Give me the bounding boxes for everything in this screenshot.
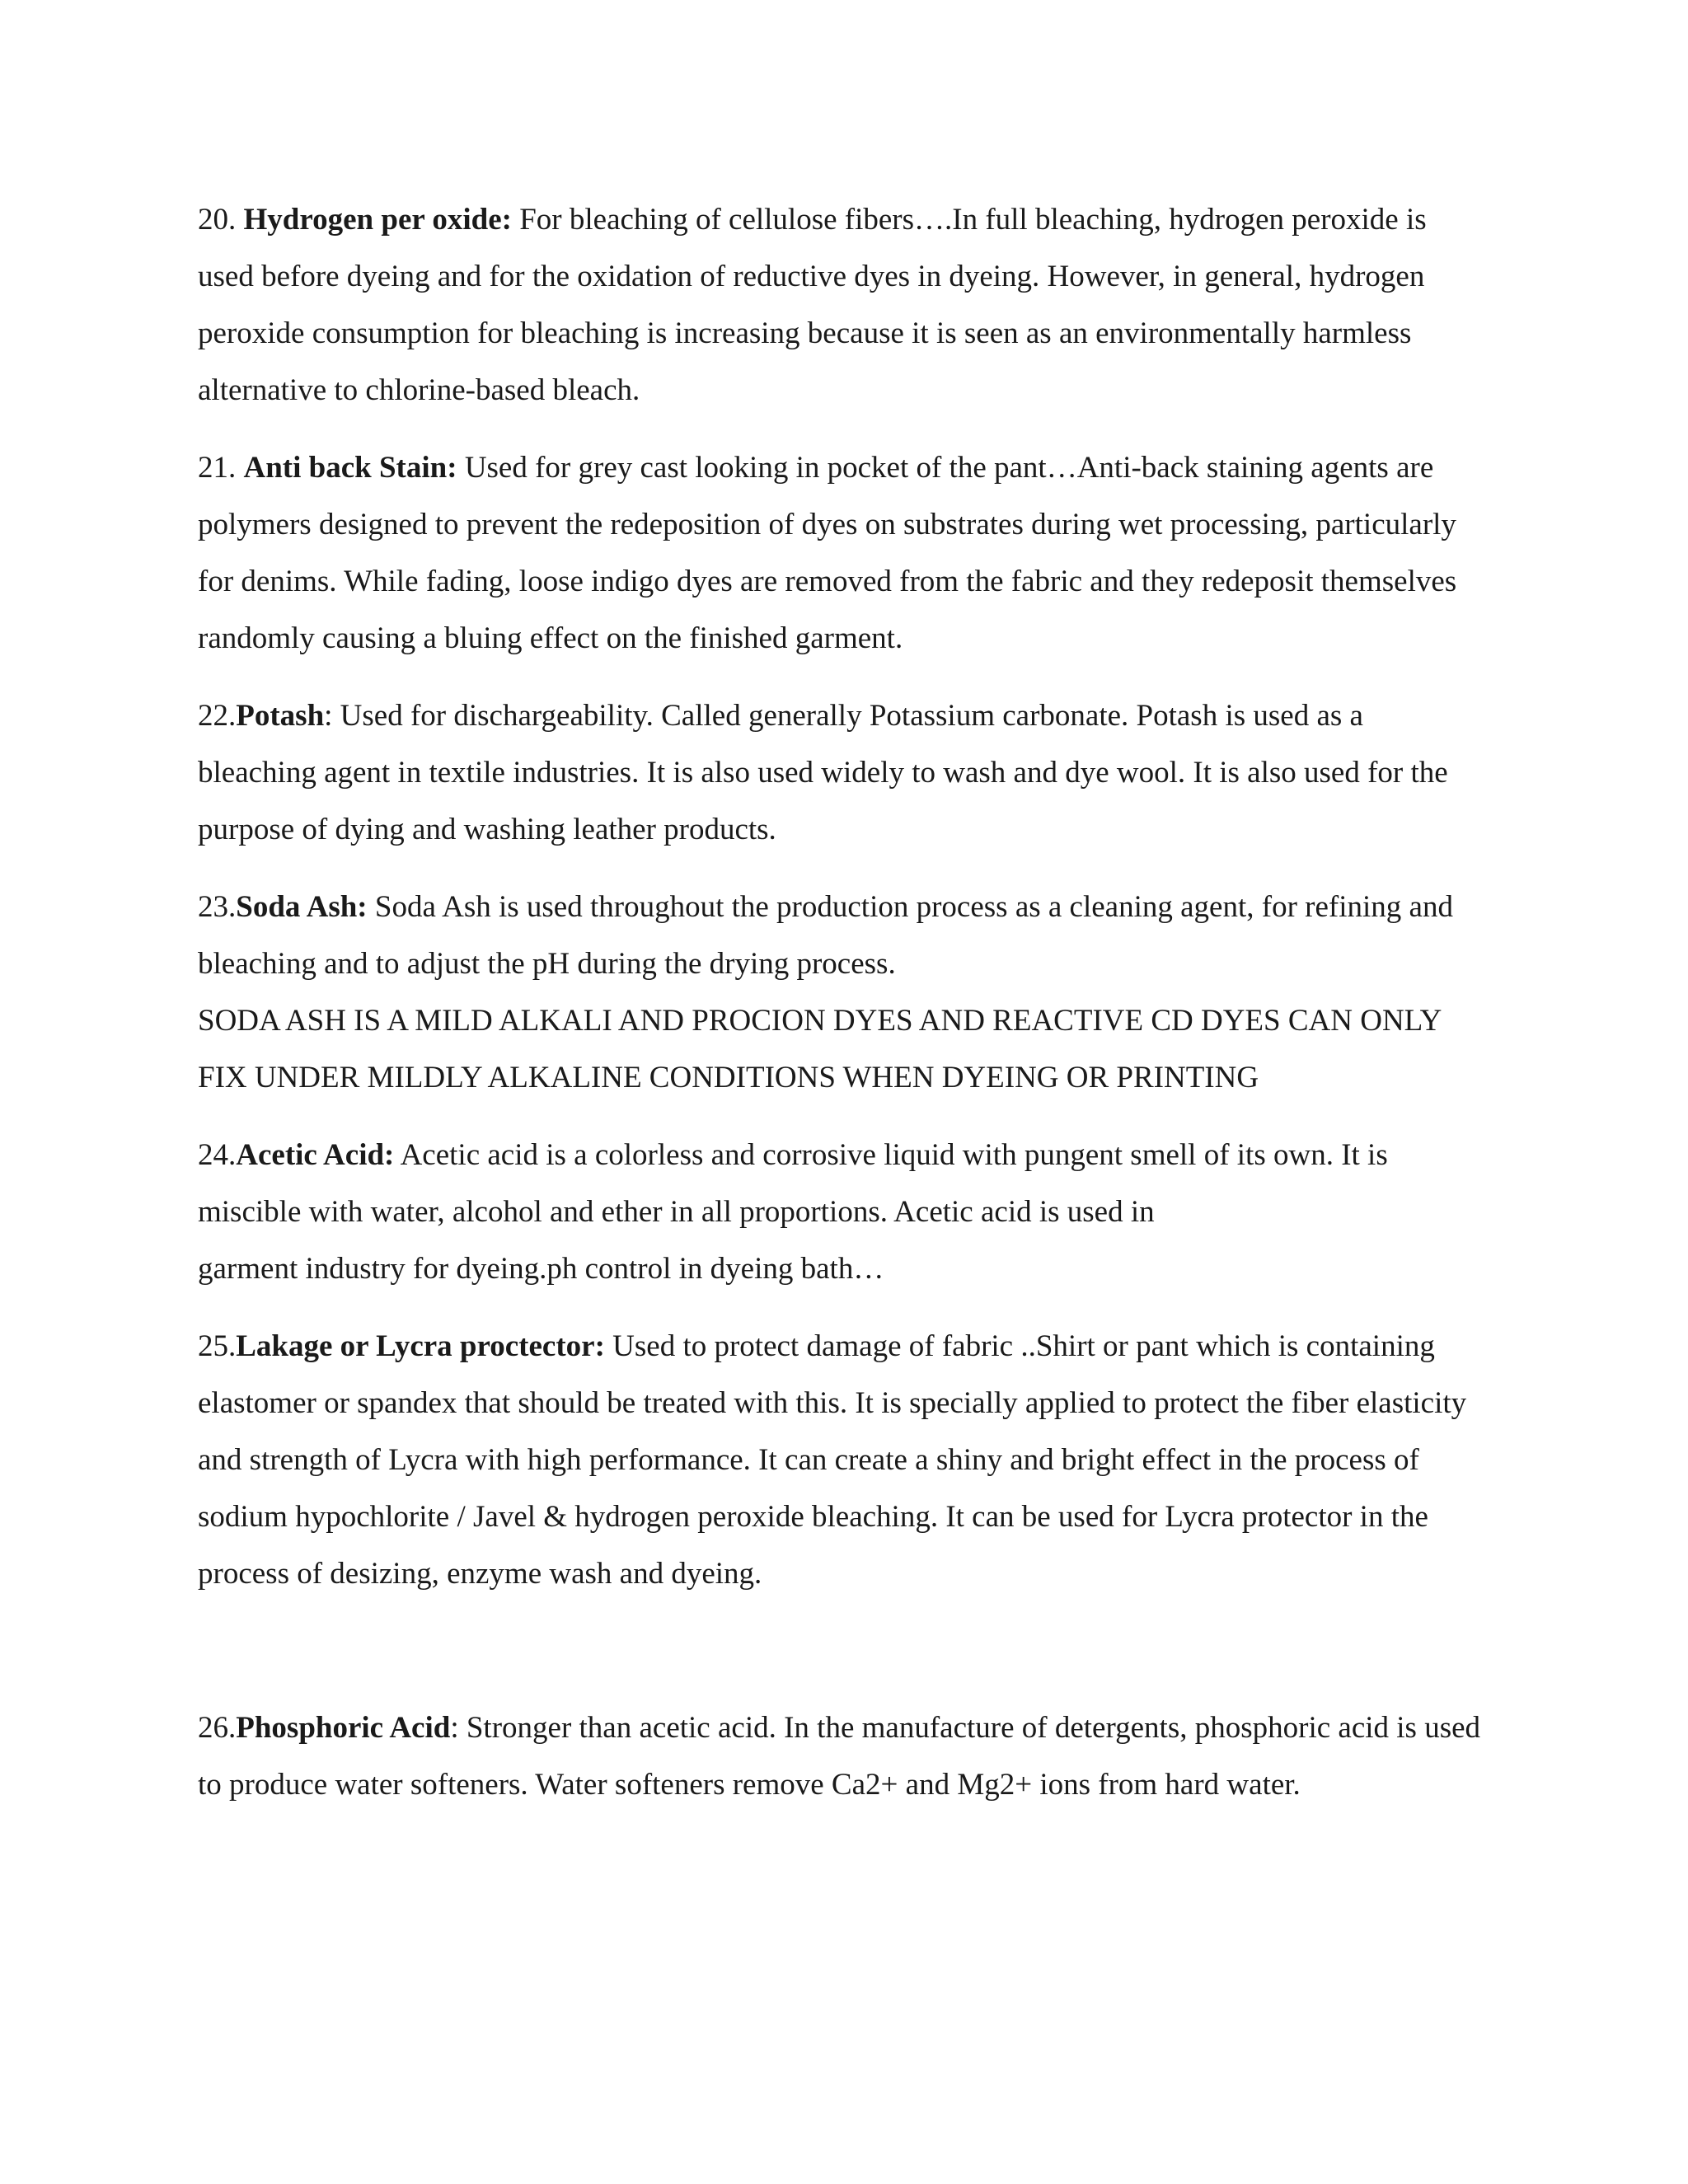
- entry-term: Phosphoric Acid: [236, 1711, 451, 1745]
- entry-text: Acetic acid is a colorless and corrosive liquid with pungent smell of its own. It is miscible with water, alcohol and ether in all proportions. Acetic acid is used in: [198, 1138, 1388, 1229]
- entry-number: 22.: [198, 699, 237, 733]
- entry-phosphoric-acid: [198, 1699, 1484, 1813]
- entry-text-continued: garment industry for dyeing.ph control in dyeing bath…: [198, 1252, 884, 1286]
- entry-term: Lakage or Lycra proctector:: [236, 1329, 605, 1363]
- entry-term: Acetic Acid:: [236, 1138, 395, 1172]
- entry-term: Potash: [236, 699, 325, 733]
- entry-number: 21.: [198, 451, 244, 485]
- document-body: [198, 191, 1484, 1834]
- entry-acetic-acid: [198, 1127, 1484, 1297]
- entry-text: Used for grey cast looking in pocket of the pant…Anti-back staining agents are polymers designed to prevent the redeposition of dyes on substrates during wet processing, particularly for denims. While fading, loose indigo dyes are removed from the fabric and they redeposit themselves randomly causing a bluing effect on the finished garment.: [198, 451, 1457, 655]
- entry-soda-ash: [198, 879, 1484, 1106]
- paragraph-spacer: [198, 1623, 1484, 1699]
- entry-number: 23.: [198, 890, 237, 924]
- entry-anti-back-stain: [198, 439, 1484, 667]
- entry-term: Soda Ash:: [236, 890, 368, 924]
- entry-number: 24.: [198, 1138, 237, 1172]
- entry-term: Anti back Stain:: [243, 451, 457, 485]
- entry-text: Used to protect damage of fabric ..Shirt or pant which is containing elastomer or spandex that should be treated with this. It is specially applied to protect the fiber elasticity and strength of Lycra with high performance. It can create a shiny and bright effect in the process of sodium hypochlorite / Javel & hydrogen peroxide bleaching. It can be used for Lycra protector in the process of desizing, enzyme wash and dyeing.: [198, 1329, 1467, 1591]
- entry-potash: [198, 687, 1484, 858]
- entry-number: 26.: [198, 1711, 237, 1745]
- entry-hydrogen-peroxide: [198, 191, 1484, 419]
- entry-uppercase-note: SODA ASH IS A MILD ALKALI AND PROCION DYES AND REACTIVE CD DYES CAN ONLY FIX UNDER MILDLY ALKALINE CONDITIONS WHEN DYEING OR PRINTING: [198, 1004, 1441, 1094]
- entry-text: : Used for dischargeability. Called generally Potassium carbonate. Potash is used as a bleaching agent in textile industries. It is also used widely to wash and dye wool. It is also used for the purpose of dying and washing leather products.: [198, 699, 1448, 846]
- entry-text: : Stronger than acetic acid. In the manufacture of detergents, phosphoric acid is used to produce water softeners. Water softeners remove Ca2+ and Mg2+ ions from hard water.: [198, 1711, 1481, 1802]
- entry-text: For bleaching of cellulose fibers….In full bleaching, hydrogen peroxide is used before dyeing and for the oxidation of reductive dyes in dyeing. However, in general, hydrogen peroxide consumption for bleaching is increasing because it is seen as an environmentally harmless alternative to chlorine-based bleach.: [198, 203, 1427, 407]
- entry-number: 20.: [198, 203, 244, 237]
- entry-number: 25.: [198, 1329, 237, 1363]
- entry-term: Hydrogen per oxide:: [243, 203, 512, 237]
- entry-text: Soda Ash is used throughout the production process as a cleaning agent, for refining and bleaching and to adjust the pH during the drying process.: [198, 890, 1453, 981]
- entry-lycra-protector: [198, 1318, 1484, 1602]
